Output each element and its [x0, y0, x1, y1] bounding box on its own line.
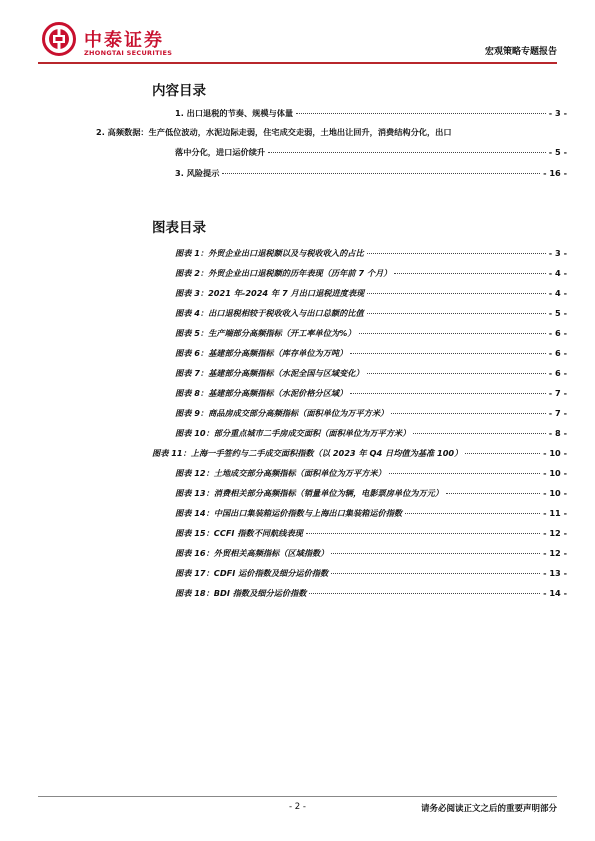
figure-toc-page: - 8 -: [548, 428, 567, 438]
figure-toc-entry[interactable]: [175, 348, 567, 362]
figure-toc-label: 图表 10：部分重点城市二手房成交面积（面积单位为万平方米）: [175, 428, 411, 438]
leader-dots: [367, 312, 546, 314]
toc-entry[interactable]: [175, 168, 567, 182]
leader-dots: [222, 172, 540, 174]
toc-entry-page: - 5 -: [548, 147, 567, 157]
brand-name-cn: 中泰证券: [84, 30, 164, 51]
figure-toc-label: 图表 8：基建部分高频指标（水泥价格分区域）: [175, 388, 348, 398]
leader-dots: [350, 352, 545, 354]
figure-toc-entry[interactable]: [175, 488, 567, 502]
figure-toc-page: - 6 -: [548, 348, 567, 358]
figure-toc-label: 图表 18：BDI 指数及细分运价指数: [175, 588, 307, 598]
leader-dots: [391, 412, 546, 414]
leader-dots: [367, 292, 546, 294]
report-type: 宏观策略专题报告: [484, 47, 557, 57]
figure-toc-page: - 10 -: [543, 468, 567, 478]
leader-dots: [296, 112, 546, 114]
figure-toc-label: 图表 16：外贸相关高频指标（区域指数）: [175, 548, 329, 558]
toc-entry-label-line1: 2. 高频数据：生产低位波动，水泥边际走弱，住宅成交走弱，土地出让回升，消费结构分化，出口: [96, 127, 452, 137]
figure-toc-label: 图表 3：2021 年-2024 年 7 月出口退税进度表现: [175, 288, 365, 298]
figure-toc-label: 图表 6：基建部分高频指标（库存单位为万吨）: [175, 348, 348, 358]
figure-toc-page: - 3 -: [548, 248, 567, 258]
figure-toc-page: - 5 -: [548, 308, 567, 318]
toc-entry-page: - 16 -: [543, 168, 567, 178]
figure-toc-label: 图表 15：CCFI 指数不同航线表现: [175, 528, 303, 538]
zhongtai-logo-icon: [42, 22, 76, 56]
figure-toc-label: 图表 4：出口退税相较于税收收入与出口总额的比值: [175, 308, 364, 318]
figure-toc-page: - 4 -: [548, 288, 567, 298]
leader-dots: [331, 552, 540, 554]
leader-dots: [359, 332, 546, 334]
content-toc-title: 内容目录: [152, 83, 206, 99]
leader-dots: [405, 512, 540, 514]
leader-dots: [350, 392, 545, 394]
figure-toc-label: 图表 14：中国出口集装箱运价指数与上海出口集装箱运价指数: [175, 508, 403, 518]
figure-toc-page: - 7 -: [548, 408, 567, 418]
page-number: - 2 -: [289, 802, 306, 812]
leader-dots: [465, 452, 540, 454]
leader-dots: [309, 592, 540, 594]
leader-dots: [367, 252, 546, 254]
figure-toc-entry[interactable]: [175, 288, 567, 302]
figure-toc-entry[interactable]: [175, 528, 567, 542]
header-divider: [38, 62, 557, 64]
figure-toc-page: - 12 -: [543, 548, 567, 558]
figure-toc-page: - 11 -: [543, 508, 567, 518]
figure-toc-entry[interactable]: [175, 268, 567, 282]
figure-toc-label: 图表 5：生产端部分高频指标（开工率单位为%）: [175, 328, 356, 338]
figure-toc-page: - 7 -: [548, 388, 567, 398]
figure-toc-page: - 12 -: [543, 528, 567, 538]
figure-toc-entry[interactable]: [175, 508, 567, 522]
figure-toc-entry[interactable]: [175, 388, 567, 402]
leader-dots: [306, 532, 540, 534]
brand-logo: [42, 22, 192, 62]
footer-divider: [38, 796, 557, 797]
brand-name-en: ZHONGTAI SECURITIES: [84, 49, 173, 57]
figure-toc-entry[interactable]: [175, 468, 567, 482]
leader-dots: [268, 152, 546, 153]
figure-toc-page: - 6 -: [548, 368, 567, 378]
leader-dots: [394, 272, 545, 274]
figure-toc-entry[interactable]: [175, 308, 567, 322]
disclaimer-note: 请务必阅读正文之后的重要声明部分: [420, 804, 557, 814]
figure-toc-label: 图表 1：外贸企业出口退税额以及与税收收入的占比: [175, 248, 364, 258]
toc-entry[interactable]: [175, 108, 567, 122]
toc-entry[interactable]: [96, 122, 567, 164]
figure-toc-entry[interactable]: [175, 408, 567, 422]
figure-toc-entry[interactable]: [175, 248, 567, 262]
leader-dots: [413, 432, 545, 434]
toc-entry-page: - 3 -: [548, 108, 567, 118]
page-header: [0, 0, 595, 70]
figure-toc-label: 图表 13：消费相关部分高频指标（销量单位为辆，电影票房单位为万元）: [175, 488, 444, 498]
figure-toc-entry[interactable]: [175, 568, 567, 582]
figure-toc-label: 图表 12：土地成交部分高频指标（面积单位为万平方米）: [175, 468, 386, 478]
figure-toc-label: 图表 17：CDFI 运价指数及细分运价指数: [175, 568, 329, 578]
figure-toc-page: - 14 -: [543, 588, 567, 598]
figure-toc-entry[interactable]: [152, 448, 567, 462]
figure-toc-label: 图表 11：上海一手签约与二手成交面积指数（以 2023 年 Q4 日均值为基准 100）: [152, 448, 463, 458]
figure-toc-entry[interactable]: [175, 588, 567, 602]
leader-dots: [331, 572, 540, 574]
figure-toc-page: - 10 -: [543, 488, 567, 498]
figure-toc-entry[interactable]: [175, 428, 567, 442]
figure-toc-title: 图表目录: [152, 220, 206, 236]
figure-toc-entry[interactable]: [175, 328, 567, 342]
figure-toc-entry[interactable]: [175, 368, 567, 382]
figure-toc-label: 图表 7：基建部分高频指标（水泥全国与区域变化）: [175, 368, 364, 378]
figure-toc-page: - 10 -: [543, 448, 567, 458]
toc-entry-label: 1. 出口退税的节奏、规模与体量: [175, 108, 294, 118]
leader-dots: [367, 372, 546, 374]
figure-toc-label: 图表 2：外贸企业出口退税额的历年表现（历年前 7 个月）: [175, 268, 392, 278]
toc-entry-label: 3. 风险提示: [175, 168, 220, 178]
figure-toc-page: - 13 -: [543, 568, 567, 578]
figure-toc-page: - 4 -: [548, 268, 567, 278]
leader-dots: [446, 492, 540, 494]
figure-toc-entry[interactable]: [175, 548, 567, 562]
leader-dots: [389, 472, 540, 474]
toc-entry-label-line2: 落中分化，进口运价续升: [175, 147, 266, 157]
figure-toc-label: 图表 9：商品房成交部分高频指标（面积单位为万平方米）: [175, 408, 389, 418]
figure-toc-page: - 6 -: [548, 328, 567, 338]
